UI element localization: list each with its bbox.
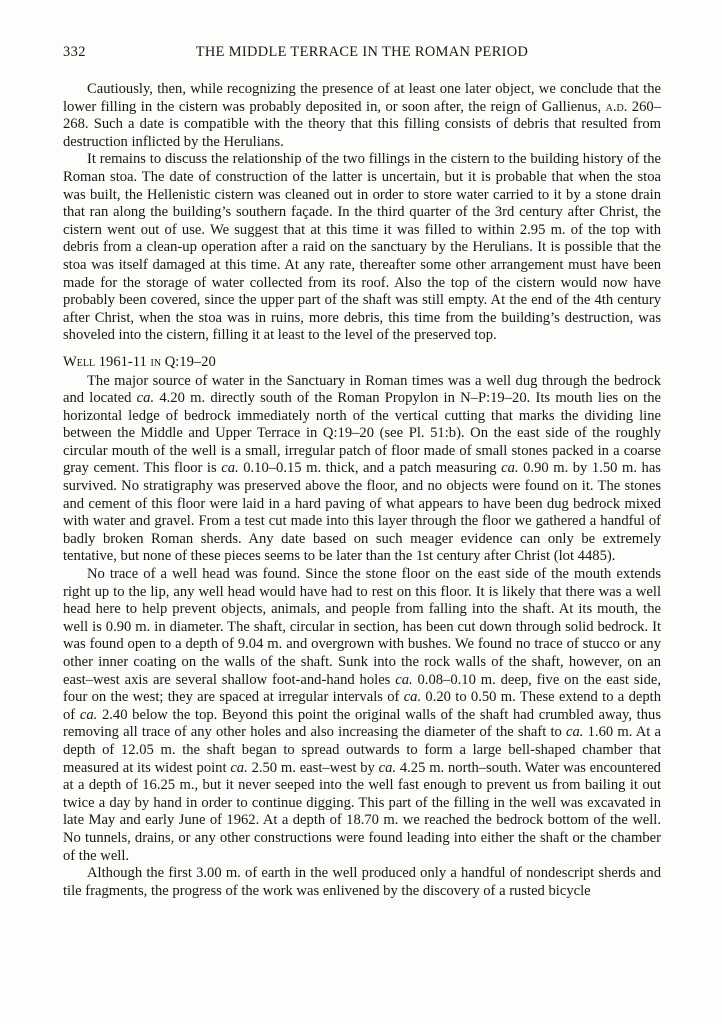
page-header — [63, 44, 661, 62]
paragraph: The major source of water in the Sanctuary in Roman times was a well dug through the bedrock and located ca. 4.20 m. directly south of the Roman Propylon in N–P:19–20. Its mouth lies on the horizontal ledge of bedrock immediately north of the vertical cutting that marks the dividing line between the Middle and Upper Terrace in Q:19–20 (see Pl. 51:b). On the east side of the roughly circular mouth of the well is a small, irregular patch of floor made of small stones packed in a coarse gray cement. This floor is ca. 0.10–0.15 m. thick, and a patch measuring ca. 0.90 m. by 1.50 m. has survived. No stratigraphy was preserved above the floor, and no objects were found on it. The stones and cement of this floor were laid in a hard paving of what appears to have been dug bedrock mixed with water and gravel. From a test cut made into this layer through the floor we gathered a handful of badly broken Roman sherds. Any date based on such meager evidence can only be extremely tentative, but none of these pieces seems to be later than the 1st century after Christ (lot 4485). — [63, 372, 661, 565]
paragraph: No trace of a well head was found. Since the stone floor on the east side of the mouth extends right up to the lip, any well head would have had to rest on this floor. It is likely that there was a well head here to help prevent objects, animals, and people from falling into the shaft. At its mouth, the well is 0.90 m. in diameter. The shaft, circular in section, has been cut down through solid bedrock. It was found open to a depth of 9.04 m. and overgrown with bushes. We found no trace of stucco or any other inner coating on the walls of the shaft. Sunk into the rock walls of the shaft, however, on an east–west axis are several shallow foot-and-hand holes ca. 0.08–0.10 m. deep, five on the east side, four on the west; they are spaced at irregular intervals of ca. 0.20 to 0.50 m. These extend to a depth of ca. 2.40 below the top. Beyond this point the original walls of the shaft had crumbled away, thus removing all trace of any other holes and also increasing the diameter of the shaft to ca. 1.60 m. At a depth of 12.05 m. the shaft began to spread outwards to form a large bell-shaped chamber that measured at its widest point ca. 2.50 m. east–west by ca. 4.25 m. north–south. Water was encountered at a depth of 16.25 m., but it never seeped into the well fast enough to prevent us from bailing it out twice a day by hand in order to continue digging. This part of the filling in the well was excavated in late May and early June of 1962. At a depth of 18.70 m. we reached the bedrock bottom of the well. No tunnels, drains, or any other constructions were found leading into either the shaft or the chamber of the well. — [63, 566, 662, 864]
paragraph: Although the first 3.00 m. of earth in the well produced only a handful of nondescript sherds and tile fragments, the progress of the work was enlivened by the discovery of a rusted bicycle — [63, 865, 661, 899]
paragraph: It remains to discuss the relationship of the two fillings in the cistern to the building history of the Roman stoa. The date of construction of the latter is uncertain, but it is probable that when the stoa was built, the Hellenistic cistern was cleaned out in order to store water carried to it by a stone drain that ran along the building’s southern façade. In the third quarter of the 3rd century after Christ, the cistern went out of use. We suggest that at this time it was filled to within 2.95 m. of the top with debris from a clean-up operation after a raid on the sanctuary by the Herulians. It is possible that the stoa was itself damaged at this time. At any rate, thereafter some other arrangement must have been made for the storage of water collected from its roof. Also the top of the cistern would now have probably been covered, since the upper part of the shaft was still empty. At the end of the 4th century after Christ, when the stoa was in ruins, more debris, this time from the building’s destruction, was shoveled into the cistern, filling it at least to the level of the preserved top. — [63, 151, 661, 344]
paragraph: Cautiously, then, while recognizing the presence of at least one later object, we conclude that the lower filling in the cistern was probably deposited in, or soon after, the reign of Gallienus, a.d. 260–268. Such a date is compatible with the theory that this filling consists of debris that resulted from destruction inflicted by the Herulians. — [63, 81, 661, 150]
section-heading: Well 1961-11 in Q:19–20 — [63, 353, 216, 370]
running-head: THE MIDDLE TERRACE IN THE ROMAN PERIOD — [195, 44, 529, 60]
page-body — [63, 81, 661, 900]
page-number: 332 — [63, 44, 86, 60]
